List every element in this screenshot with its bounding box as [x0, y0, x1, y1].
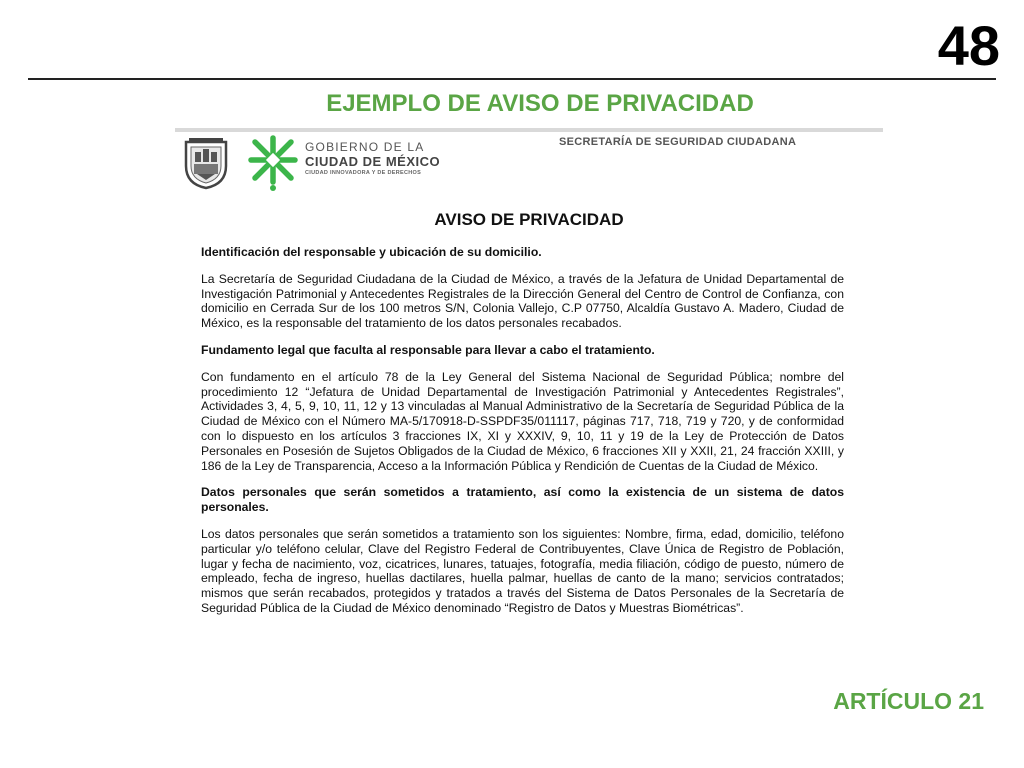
page-number: 48: [937, 14, 1000, 77]
section-text-responsable: La Secretaría de Seguridad Ciudadana de la Ciudad de México, a través de la Jefatura de Unidad Departamental de Investigación Patrimonial y Antecedentes Registrales de la Dirección General del Centro de Control de Confianza, con domicilio en Cerrada Sur de los 100 metros S/N, Colonia Vallejo, C.P 07750, Alcaldía Gustavo A. Madero, Ciudad de México, es la responsable del tratamiento de los datos personales recabados.: [201, 271, 844, 331]
privacy-notice-document: [175, 128, 883, 693]
logo-line-2: CIUDAD DE MÉXICO: [305, 154, 441, 169]
section-title-responsable: Identificación del responsable y ubicación de su domicilio.: [201, 245, 542, 259]
document-body: [201, 245, 844, 628]
section-title-fundamento: Fundamento legal que faculta al responsable para llevar a cabo el tratamiento.: [201, 342, 655, 357]
section-title-datos: Datos personales que serán sometidos a tratamiento, así como la existencia de un sistema de datos personales.: [201, 485, 844, 515]
document-top-bar: [175, 128, 883, 132]
top-divider: [28, 78, 996, 80]
article-label: ARTÍCULO 21: [833, 688, 984, 714]
secretaria-header: SECRETARÍA DE SEGURIDAD CIUDADANA: [559, 136, 797, 148]
section-text-datos: Los datos personales que serán sometidos a tratamiento son los siguientes: Nombre, firma, edad, domicilio, teléfono particular y/o teléfono celular, Clave del Registro Federal de Contribuyentes, Clave Única de Registro de Población, lugar y fecha de nacimiento, voz, cicatrices, lunares, tatuajes, fotografía, media filiación, código de puesto, número de empleado, fecha de ingreso, huellas dactilares, huella palmar, huellas de canto de la mano; servicios contratados; mismos que serán recabados, protegidos y tratados a través del Sistema de Datos Personales de la Secretaría de Seguridad Pública de la Ciudad de México denominado “Registro de Datos y Muestras Biométricas”.: [201, 526, 844, 615]
cdmx-logo-icon: [247, 134, 299, 192]
coat-of-arms-icon: [181, 136, 231, 190]
slide-title: EJEMPLO DE AVISO DE PRIVACIDAD: [326, 90, 754, 117]
government-logo-text: [305, 140, 440, 177]
logo-line-1: GOBIERNO DE LA: [305, 140, 425, 154]
section-text-fundamento: Con fundamento en el artículo 78 de la Ley General del Sistema Nacional de Seguridad Pública; nombre del procedimiento 12 “Jefatura de Unidad Departamental de Investigación Patrimonial y Antecedentes Registrales”, Actividades 3, 4, 5, 9, 10, 11, 12 y 13 vinculadas al Manual Administrativo de la Secretaría de Seguridad Pública de la Ciudad de México con el Número MA-5/170918-D-SSPDF35/011117, páginas 717, 718, 719 y 720, y de conformidad con lo dispuesto en los artículos 3 fracciones IX, XI y XXXIV, 9, 10, 11 y 19 de la Ley de Protección de Datos Personales en Posesión de Sujetos Obligados de la Ciudad de México, 6 fracciones XII y XXII, 21, 24 fracción XXIII, y 186 de la Ley de Transparencia, Acceso a la Información Pública y Rendición de Cuentas de la Ciudad de México.: [201, 369, 844, 473]
logo-line-3: CIUDAD INNOVADORA Y DE DERECHOS: [305, 170, 422, 176]
document-heading: AVISO DE PRIVACIDAD: [434, 210, 624, 229]
